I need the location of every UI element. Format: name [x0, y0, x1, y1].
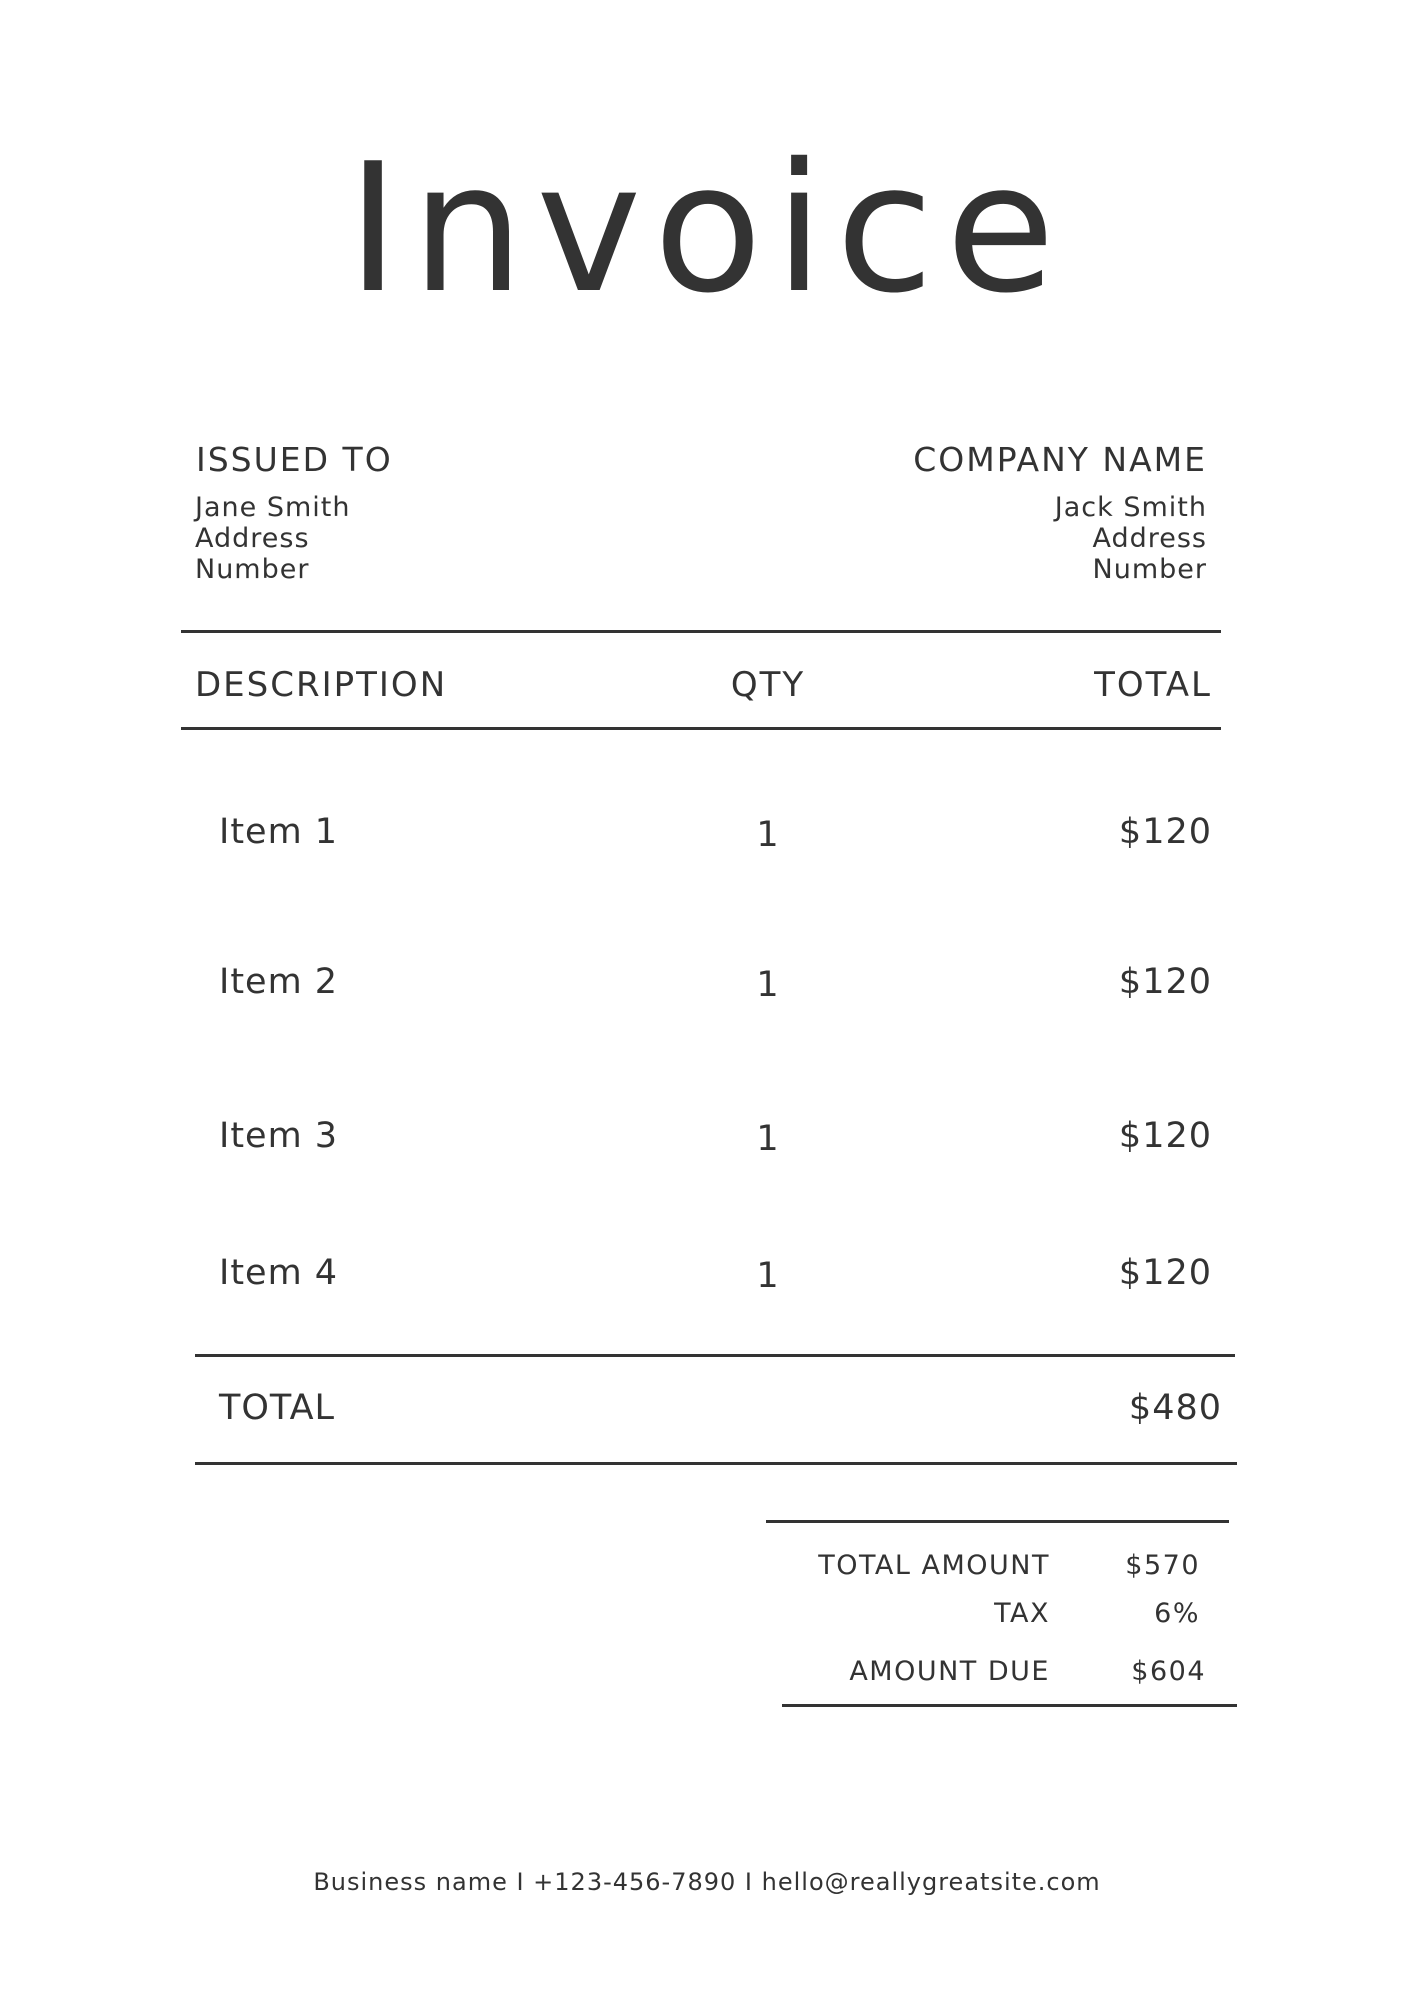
row-1-total: $120 [1118, 812, 1212, 852]
total-top-rule [195, 1354, 1235, 1357]
issued-to-name: Jane Smith [195, 492, 351, 523]
column-header-total: TOTAL [1094, 665, 1212, 705]
summary-top-rule [766, 1520, 1229, 1523]
row-1-qty: 1 [756, 815, 780, 855]
company-contact-name: Jack Smith [1054, 492, 1207, 523]
company-address: Address [1092, 523, 1207, 554]
issued-to-block [195, 492, 350, 585]
company-number: Number [1092, 554, 1207, 585]
row-2-total: $120 [1118, 962, 1212, 1002]
row-1-description: Item 1 [219, 812, 339, 852]
company-block [1055, 492, 1207, 585]
total-amount-value: $570 [1125, 1550, 1200, 1581]
row-4-qty: 1 [756, 1256, 780, 1296]
amount-due-value: $604 [1131, 1656, 1206, 1687]
row-4-description: Item 4 [219, 1253, 339, 1293]
table-top-rule [181, 630, 1221, 633]
issued-to-address: Address [195, 523, 310, 554]
table-total-value: $480 [1128, 1388, 1222, 1428]
amount-due-label: AMOUNT DUE [849, 1656, 1050, 1687]
row-3-description: Item 3 [219, 1116, 339, 1156]
row-3-qty: 1 [756, 1119, 780, 1159]
column-header-description: DESCRIPTION [195, 665, 448, 705]
company-name-label: COMPANY NAME [913, 440, 1207, 479]
tax-value: 6% [1154, 1598, 1200, 1629]
table-header-rule [181, 727, 1221, 730]
tax-label: TAX [994, 1598, 1050, 1629]
issued-to-number: Number [195, 554, 310, 585]
row-4-total: $120 [1118, 1253, 1212, 1293]
total-amount-label: TOTAL AMOUNT [818, 1550, 1050, 1581]
invoice-title: Invoice [346, 125, 1068, 332]
row-3-total: $120 [1118, 1116, 1212, 1156]
total-bottom-rule [195, 1462, 1237, 1465]
row-2-description: Item 2 [219, 962, 339, 1002]
issued-to-label: ISSUED TO [196, 440, 393, 479]
column-header-qty: QTY [730, 665, 806, 705]
summary-bottom-rule [782, 1704, 1237, 1707]
footer-contact: Business name I +123-456-7890 I hello@reallygreatsite.com [313, 1868, 1101, 1896]
table-total-label: TOTAL [219, 1388, 336, 1428]
row-2-qty: 1 [756, 965, 780, 1005]
